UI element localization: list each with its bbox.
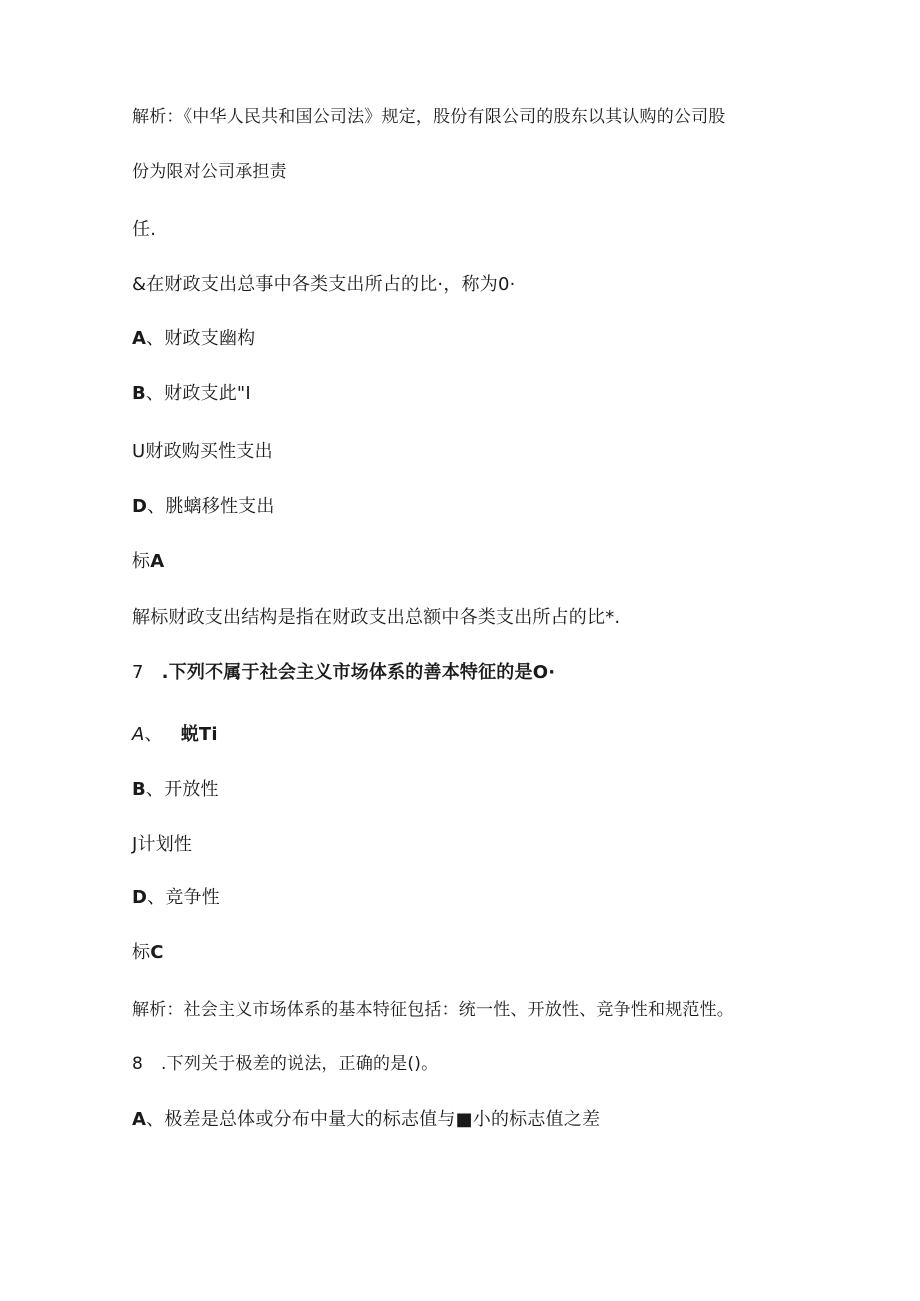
question-7-option-a — [132, 724, 218, 746]
question-6-option-d — [132, 496, 275, 518]
question-6-answer — [132, 551, 164, 573]
question-text: .下列关于极差的说法，正确的是()。 — [161, 1054, 439, 1074]
question-number: 8 — [132, 1054, 144, 1074]
question-7-answer — [132, 942, 164, 964]
question-6-option-b — [132, 383, 251, 405]
option-text: 、财政支此"I — [145, 383, 251, 404]
answer-value: A — [150, 551, 165, 572]
question-7-analysis: 解析：社会主义市场体系的基本特征包括：统一性、开放性、竞争性和规范性。 — [132, 1000, 734, 1020]
answer-value: C — [150, 942, 164, 963]
option-letter: A — [132, 1109, 147, 1130]
question-8-option-a — [132, 1109, 600, 1131]
option-text: 、开放性 — [145, 779, 219, 800]
question-7-option-c: J计划性 — [132, 834, 193, 855]
answer-label: 标 — [132, 551, 151, 572]
option-letter: A — [132, 724, 145, 745]
option-text: 、财政支幽构 — [146, 328, 256, 349]
question-6-option-a — [132, 328, 255, 350]
question-text: .下列不属于社会主义市场体系的善本特征的是O· — [161, 662, 556, 683]
question-7-option-b — [132, 779, 219, 801]
option-text: 蜕Ti — [180, 724, 218, 745]
option-letter: B — [132, 779, 146, 800]
question-number: 7 — [132, 662, 144, 683]
question-6-analysis: 解标财政支出结构是指在财政支出总额中各类支出所占的比*. — [132, 607, 621, 628]
question-6-option-c: U财政购买性支出 — [132, 441, 273, 462]
option-letter: D — [132, 496, 148, 517]
question-6-stem: &在财政支出总事中各类支出所占的比·，称为0· — [132, 274, 516, 295]
question-8-stem — [132, 1053, 438, 1075]
question-7-option-d — [132, 887, 220, 909]
analysis-company-law-line3: 任. — [132, 219, 157, 240]
option-text: 、朓螭移性支出 — [147, 496, 275, 517]
option-text: 、极差是总体或分布中量大的标志值与■小的标志值之差 — [146, 1109, 601, 1130]
option-letter: D — [132, 887, 148, 908]
option-letter: A — [132, 328, 147, 349]
question-7-stem — [132, 662, 555, 684]
analysis-company-law-line2: 份为限对公司承担责 — [132, 162, 287, 182]
answer-label: 标 — [132, 942, 151, 963]
analysis-company-law-line1: 解析：《中华人民共和国公司法》规定，股份有限公司的股东以其认购的公司股 — [132, 107, 726, 127]
option-separator: 、 — [144, 724, 163, 745]
option-letter: B — [132, 383, 146, 404]
option-text: 、竞争性 — [147, 887, 220, 908]
